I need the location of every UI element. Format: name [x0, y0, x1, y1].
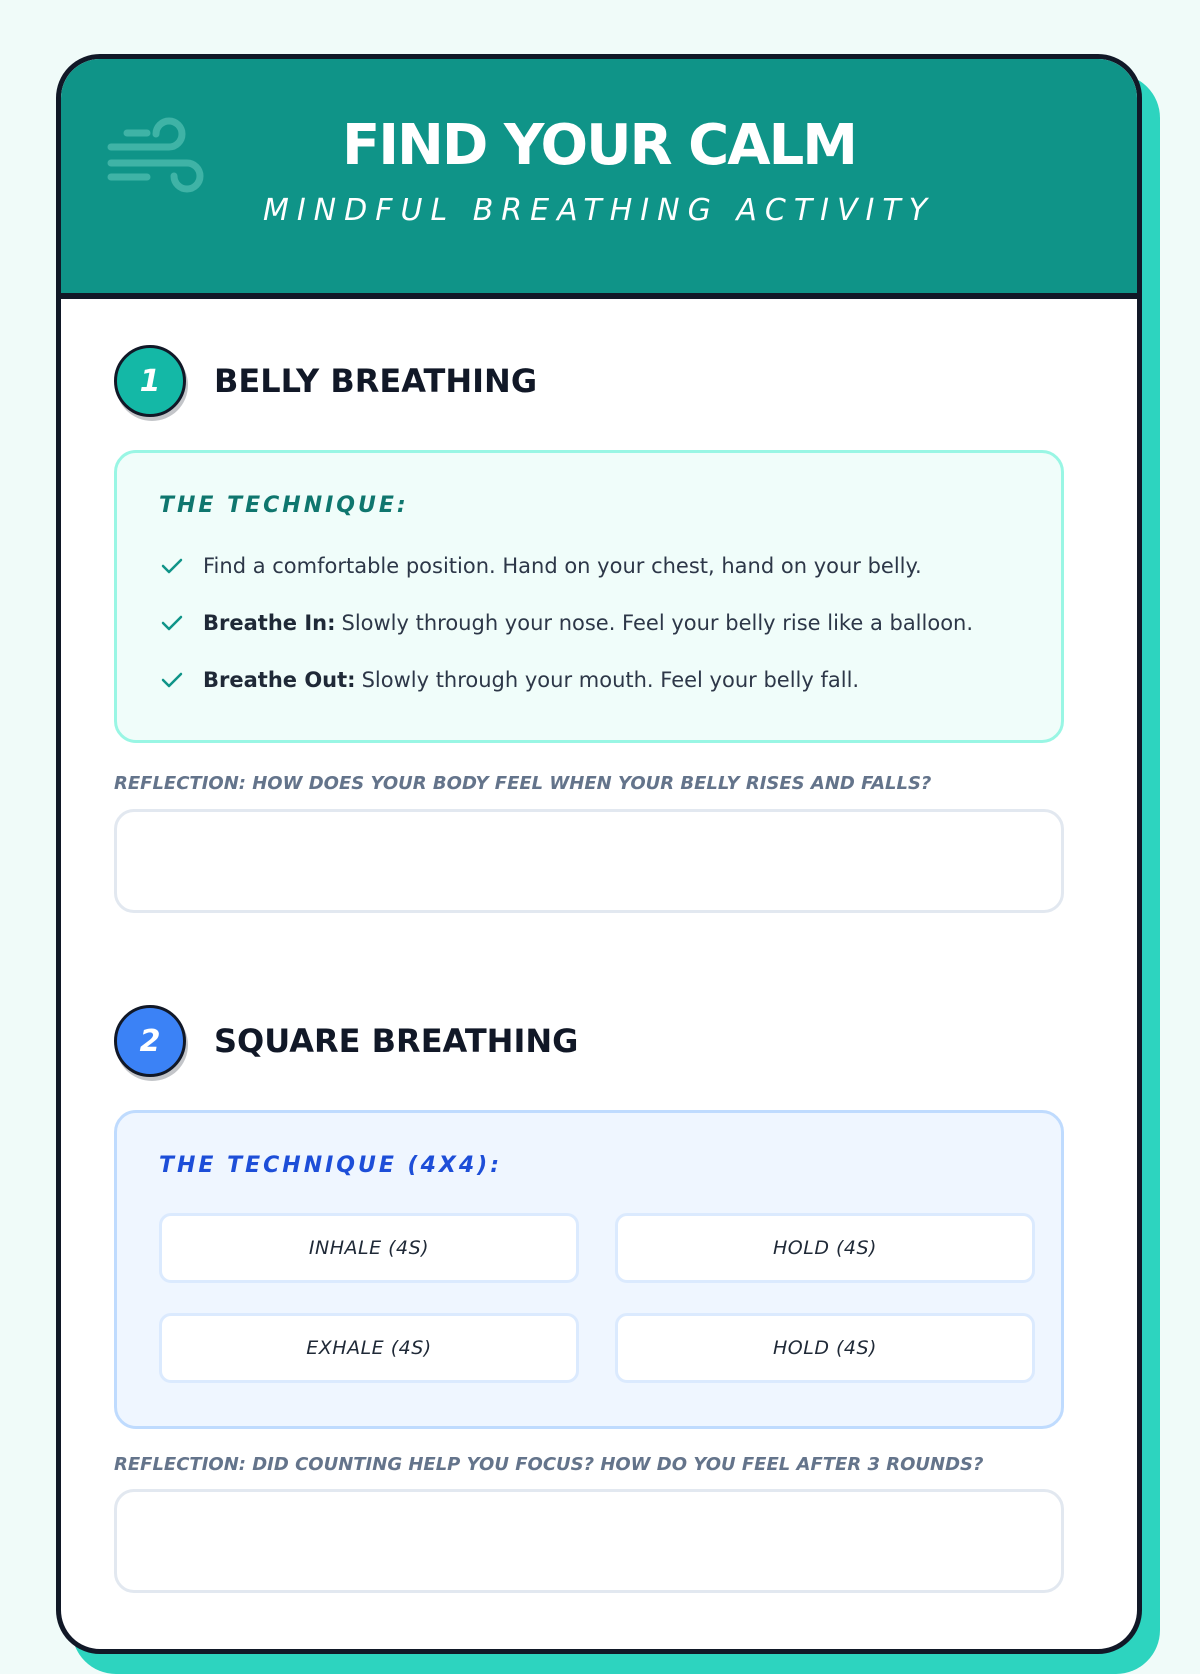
step-text: Slowly through your mouth. Feel your belly fall. [361, 668, 860, 692]
technique-box [114, 450, 1064, 743]
page-title: FIND YOUR CALM [341, 113, 857, 178]
section-belly-breathing-header [114, 345, 537, 417]
section-title: BELLY BREATHING [214, 362, 538, 400]
step-number-badge: 2 [114, 1005, 186, 1077]
reflection-input-belly[interactable] [114, 809, 1064, 913]
step-inhale[interactable]: INHALE (4S) [159, 1213, 579, 1283]
step-text: Find a comfortable position. Hand on your chest, hand on your belly. [203, 554, 922, 578]
technique-label: THE TECHNIQUE: [159, 493, 409, 518]
step-number-badge: 1 [114, 345, 186, 417]
check-icon [159, 667, 185, 693]
step-exhale[interactable]: EXHALE (4S) [159, 1313, 579, 1383]
section-square-breathing-header [114, 1005, 578, 1077]
reflection-label: REFLECTION: HOW DOES YOUR BODY FEEL WHEN YOUR BELLY RISES AND FALLS? [114, 773, 932, 794]
reflection-label: REFLECTION: DID COUNTING HELP YOU FOCUS? HOW DO YOU FEEL AFTER 3 ROUNDS? [114, 1454, 984, 1475]
technique-step [159, 667, 859, 693]
step-hold-1[interactable]: HOLD (4S) [615, 1213, 1035, 1283]
technique-label: THE TECHNIQUE (4X4): [159, 1153, 503, 1178]
reflection-input-square[interactable] [114, 1489, 1064, 1593]
activity-card [56, 54, 1142, 1654]
header-banner [61, 59, 1137, 299]
step-bold-label: Breathe In: [203, 611, 336, 635]
technique-step [159, 610, 973, 636]
technique-box [114, 1110, 1064, 1429]
step-bold-label: Breathe Out: [203, 668, 356, 692]
page-subtitle: MINDFUL BREATHING ACTIVITY [262, 193, 936, 228]
check-icon [159, 553, 185, 579]
step-text: Slowly through your nose. Feel your belly rise like a balloon. [341, 611, 974, 635]
step-hold-2[interactable]: HOLD (4S) [615, 1313, 1035, 1383]
section-title: SQUARE BREATHING [214, 1022, 579, 1060]
technique-step [159, 553, 922, 579]
check-icon [159, 610, 185, 636]
